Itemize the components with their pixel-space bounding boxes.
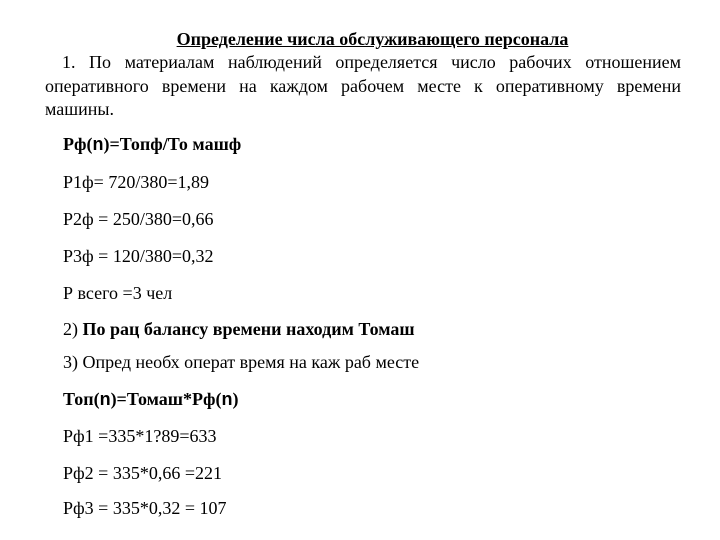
step-3: 3) Опред необх операт время на каж раб месте [63,352,420,372]
formula-time-post: ) [232,389,239,409]
formula-workers-pre: Рф( [63,134,93,154]
formula-time-n2: n [221,389,233,409]
formula-workers [63,133,241,155]
formula-time-mid: )=Томаш*Рф( [110,389,222,409]
result-line-1: Рф1 =335*1?89=633 [63,426,217,446]
formula-time-pre: Топ( [63,389,100,409]
total-workers: Р всего =3 чел [63,283,173,303]
calc-line-2: Р2ф = 250/380=0,66 [63,209,214,229]
step-2-text: По рац балансу времени находим Томаш [82,319,415,339]
result-line-3: Рф3 = 335*0,32 = 107 [63,498,227,518]
formula-time-n1: n [99,389,111,409]
intro-paragraph: 1. По материалам наблюдений определяется число рабочих отношением оперативного времени на каждом рабочем месте к оперативному времени машины. [45,52,681,119]
step-2-number: 2) [63,319,83,339]
result-line-2: Рф2 = 335*0,66 =221 [63,463,222,483]
formula-workers-n: n [92,134,104,154]
calc-line-3: Р3ф = 120/380=0,32 [63,246,214,266]
formula-workers-post: )=Топф/То машф [103,134,242,154]
formula-time [63,388,238,410]
page-title: Определение числа обслуживающего персонала [176,29,569,49]
step-2 [63,318,415,340]
calc-line-1: Р1ф= 720/380=1,89 [63,172,209,192]
